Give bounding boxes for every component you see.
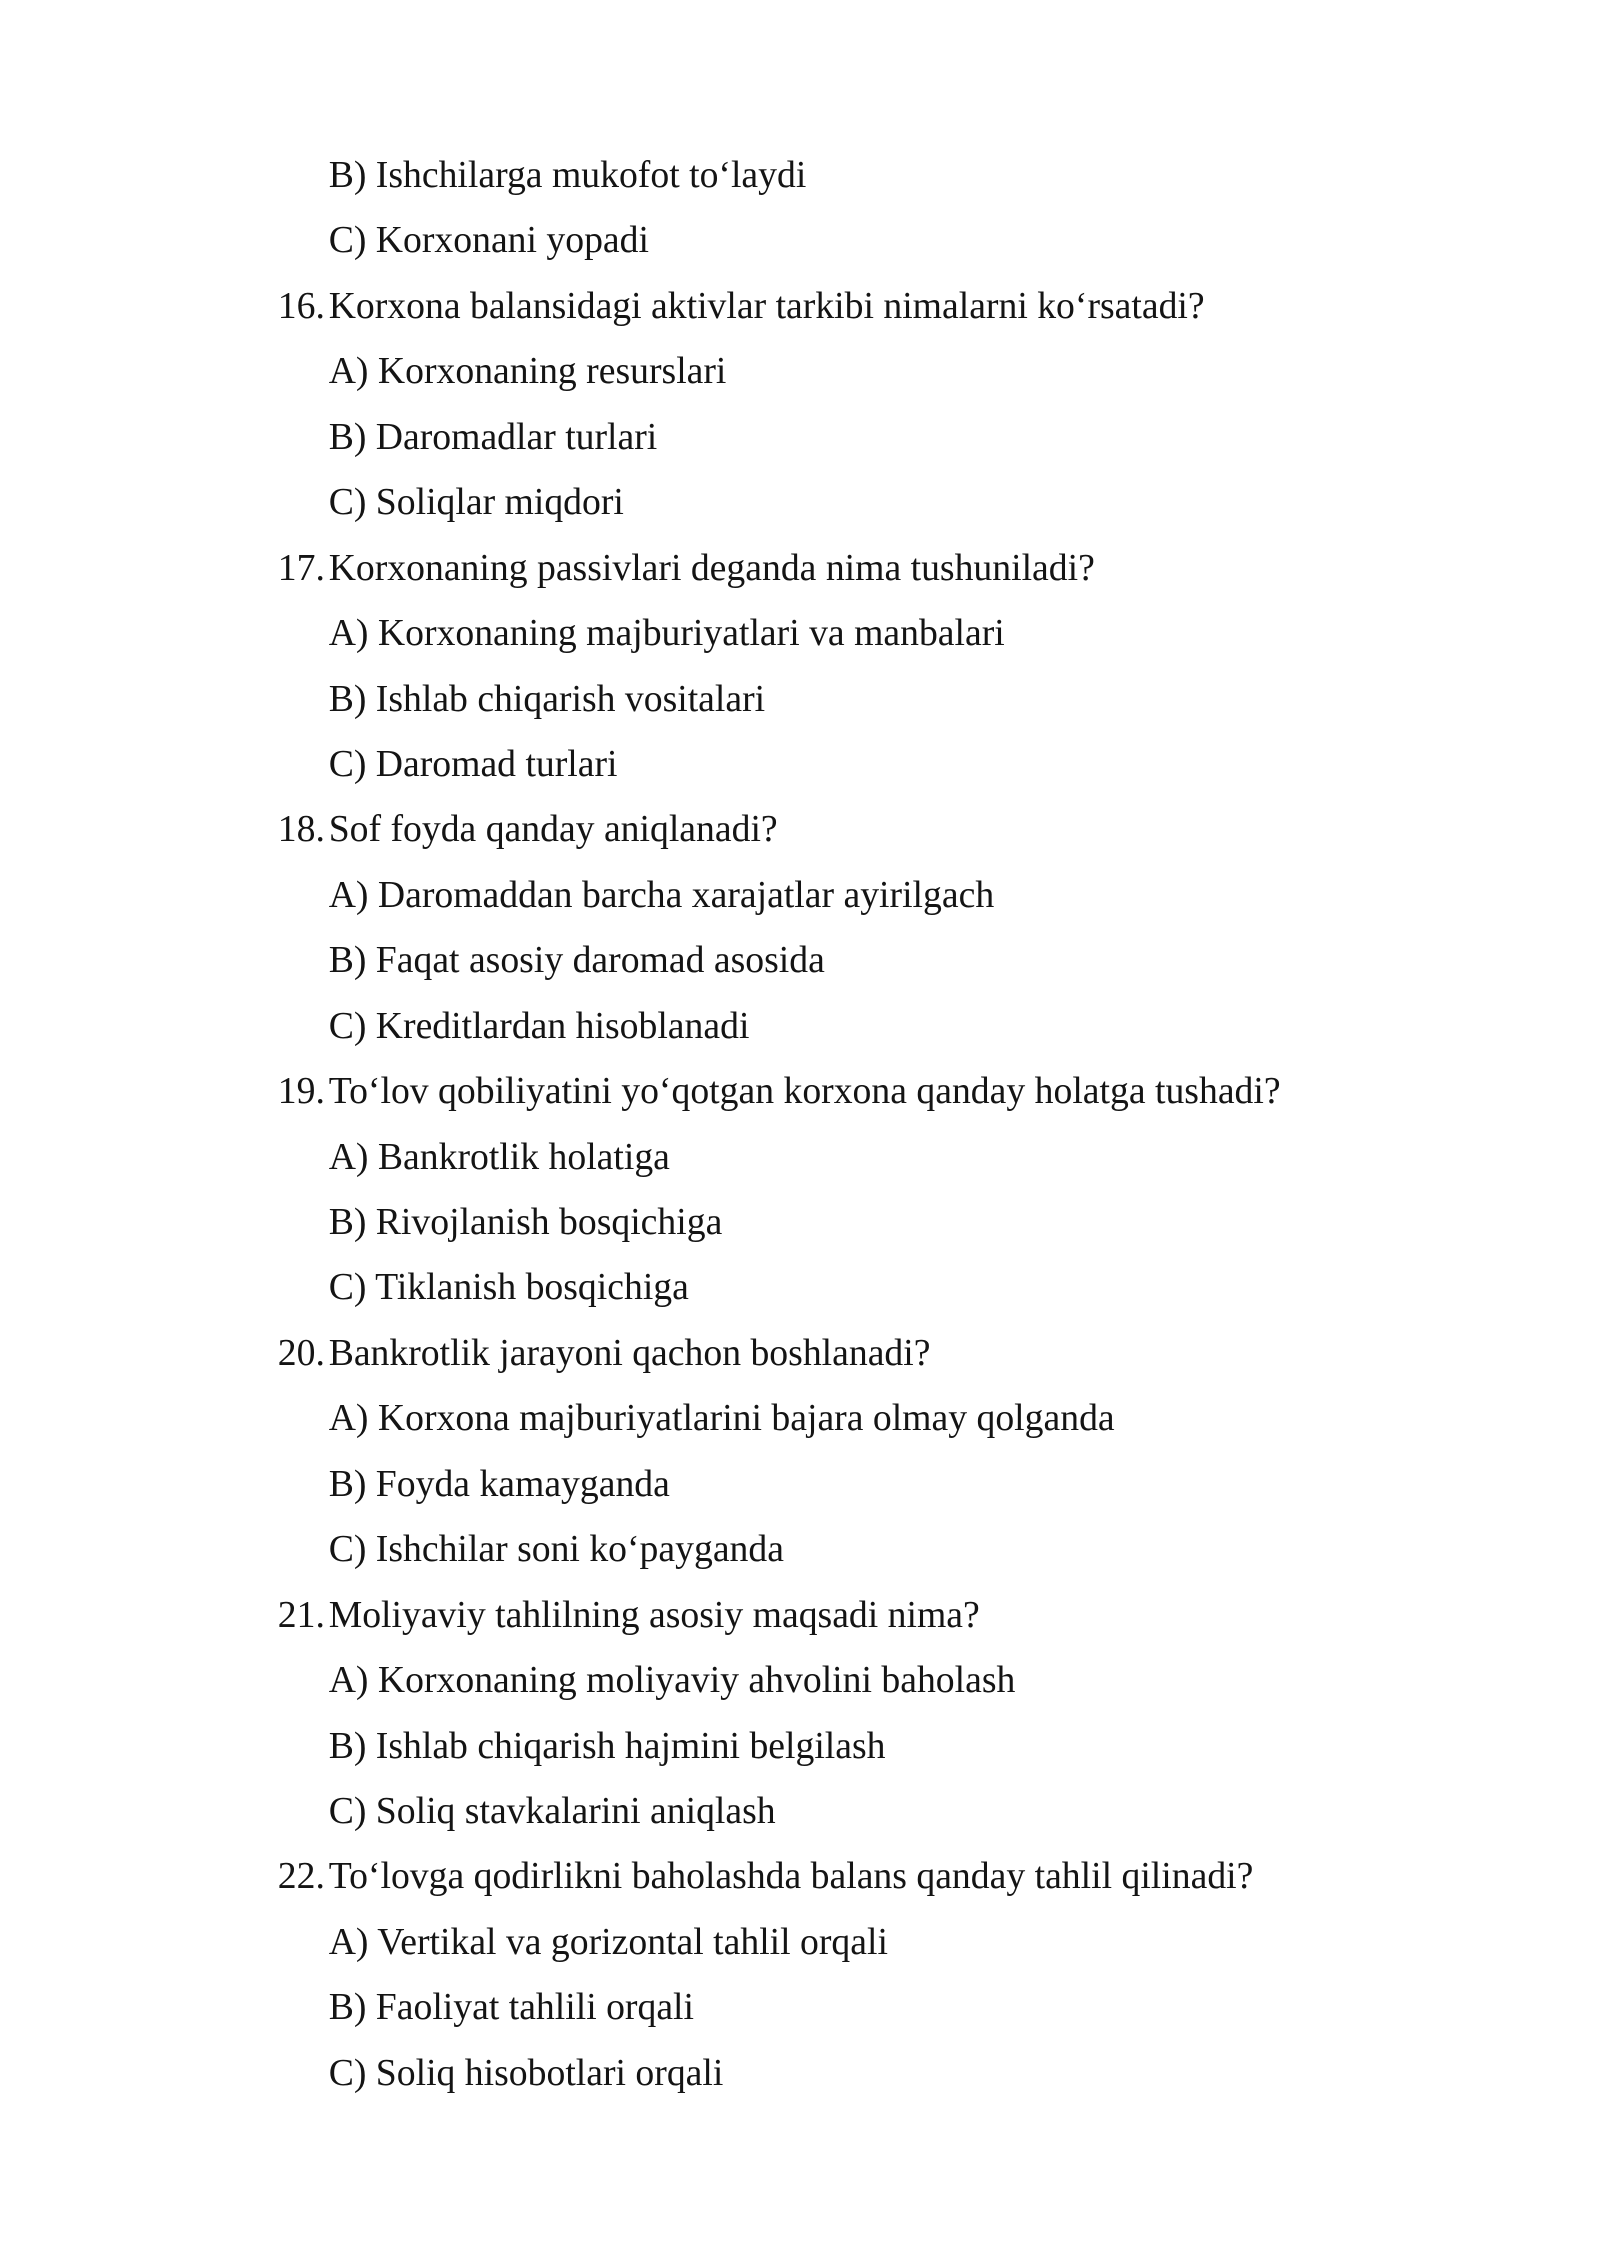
question-item — [0, 1844, 1600, 2106]
answer-option — [0, 1386, 1600, 1451]
option-label: B) — [328, 1724, 367, 1767]
answer-option — [0, 928, 1600, 993]
answer-option — [0, 1125, 1600, 1190]
question-item — [0, 1059, 1600, 1321]
answer-option — [0, 601, 1600, 666]
answer-option — [0, 994, 1600, 1059]
option-label: A) — [328, 1135, 369, 1178]
option-label: C) — [328, 1528, 367, 1571]
option-label: B) — [328, 154, 367, 196]
answer-option — [0, 1517, 1600, 1582]
question-heading — [0, 797, 1600, 862]
option-label: C) — [328, 219, 367, 262]
option-text: Soliq hisobotlari orqali — [375, 2051, 724, 2094]
option-text: Ishlab chiqarish hajmini belgilash — [375, 1724, 886, 1767]
answer-option — [0, 339, 1600, 404]
option-label: A) — [328, 612, 369, 655]
option-label: B) — [328, 939, 367, 982]
answer-option — [0, 667, 1600, 732]
question-number: 17. — [277, 546, 325, 589]
question-item — [0, 797, 1600, 1059]
question-text: To‘lovga qodirlikni baholashda balans qanday tahlil qilinadi? — [328, 1855, 1254, 1898]
question-heading — [0, 1583, 1600, 1648]
option-text: Korxonaning resurslari — [377, 350, 727, 393]
question-item — [0, 536, 1600, 798]
question-text: Moliyaviy tahlilning asosiy maqsadi nima? — [328, 1593, 980, 1636]
option-text: Tiklanish bosqichiga — [375, 1266, 689, 1309]
answer-option — [0, 470, 1600, 535]
question-heading — [0, 536, 1600, 601]
answer-option — [0, 143, 1600, 208]
answer-option — [0, 405, 1600, 470]
continued-question-options — [0, 143, 1600, 274]
answer-option — [0, 1648, 1600, 1713]
option-label: C) — [328, 742, 367, 785]
question-number: 19. — [277, 1070, 325, 1113]
option-text: Ishlab chiqarish vositalari — [375, 677, 766, 720]
question-item — [0, 274, 1600, 536]
option-text: Kreditlardan hisoblanadi — [375, 1004, 750, 1047]
answer-option — [0, 863, 1600, 928]
option-label: B) — [328, 1201, 367, 1243]
question-text: Korxona balansidagi aktivlar tarkibi nimalarni ko‘rsatadi? — [328, 284, 1205, 327]
option-text: Vertikal va gorizontal tahlil orqali — [377, 1920, 888, 1963]
option-label: A) — [328, 1397, 369, 1440]
option-text: Korxona majburiyatlarini bajara olmay qolganda — [377, 1397, 1115, 1440]
option-label: B) — [328, 415, 367, 458]
option-text: Daromaddan barcha xarajatlar ayirilgach — [377, 873, 995, 916]
option-label: A) — [328, 1920, 369, 1963]
option-label: A) — [328, 873, 369, 916]
option-text: Daromad turlari — [375, 742, 618, 785]
option-text: Ishchilarga mukofot to‘laydi — [375, 154, 807, 196]
question-heading — [0, 274, 1600, 339]
option-label: B) — [328, 1986, 367, 2029]
option-text: Ishchilar soni ko‘payganda — [375, 1528, 784, 1571]
question-number: 22. — [277, 1855, 325, 1898]
question-heading — [0, 1844, 1600, 1909]
question-text: Sof foyda qanday aniqlanadi? — [328, 808, 778, 851]
option-text: Foyda kamayganda — [375, 1462, 670, 1505]
answer-option — [0, 1452, 1600, 1517]
option-text: Daromadlar turlari — [375, 415, 658, 458]
option-text: Korxonaning majburiyatlari va manbalari — [377, 612, 1005, 655]
option-label: C) — [328, 1266, 367, 1309]
answer-option — [0, 1910, 1600, 1975]
question-number: 16. — [277, 284, 325, 327]
option-text: Faoliyat tahlili orqali — [375, 1986, 694, 2029]
answer-option — [0, 208, 1600, 273]
question-item — [0, 1583, 1600, 1845]
quiz-content — [0, 143, 1600, 2106]
option-label: C) — [328, 481, 367, 524]
question-item — [0, 1321, 1600, 1583]
option-text: Rivojlanish bosqichiga — [375, 1201, 723, 1243]
option-text: Korxonaning moliyaviy ahvolini baholash — [377, 1659, 1016, 1702]
option-text: Korxonani yopadi — [375, 219, 649, 262]
question-text: To‘lov qobiliyatini yo‘qotgan korxona qanday holatga tushadi? — [328, 1070, 1281, 1113]
option-label: B) — [328, 1462, 367, 1505]
question-heading — [0, 1059, 1600, 1124]
question-heading — [0, 1321, 1600, 1386]
option-text: Faqat asosiy daromad asosida — [375, 939, 825, 982]
question-text: Korxonaning passivlari deganda nima tushuniladi? — [328, 546, 1095, 589]
answer-option — [0, 1975, 1600, 2040]
option-label: A) — [328, 350, 369, 393]
option-label: B) — [328, 677, 367, 720]
answer-option — [0, 1255, 1600, 1320]
question-number: 21. — [277, 1593, 325, 1636]
option-text: Bankrotlik holatiga — [377, 1135, 670, 1178]
answer-option — [0, 1779, 1600, 1844]
option-label: A) — [328, 1659, 369, 1702]
option-text: Soliqlar miqdori — [375, 481, 624, 524]
answer-option — [0, 732, 1600, 797]
option-label: C) — [328, 1004, 367, 1047]
option-text: Soliq stavkalarini aniqlash — [375, 1789, 776, 1832]
question-number: 20. — [277, 1331, 325, 1374]
question-number: 18. — [277, 808, 325, 851]
question-text: Bankrotlik jarayoni qachon boshlanadi? — [328, 1331, 931, 1374]
answer-option — [0, 2041, 1600, 2106]
option-label: C) — [328, 2051, 367, 2094]
option-label: C) — [328, 1789, 367, 1832]
answer-option — [0, 1190, 1600, 1255]
answer-option — [0, 1714, 1600, 1779]
